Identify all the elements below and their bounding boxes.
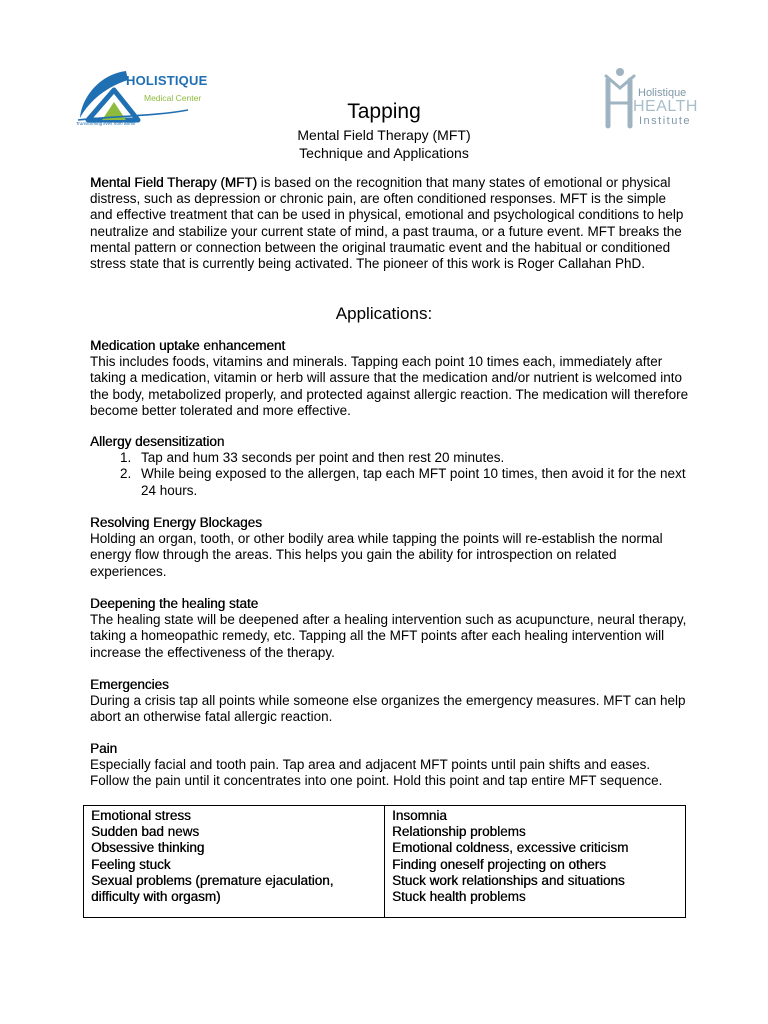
section-body: Especially facial and tooth pain. Tap area and adjacent MFT points until pain shifts and eases. Follow the pain until it concentrates into one point. Hold this point and tap entire MFT sequence. (90, 757, 663, 789)
table-column-right (385, 806, 685, 917)
table-cell: Finding oneself projecting on others (392, 856, 606, 872)
table-cell: Emotional coldness, excessive criticism (392, 840, 629, 856)
logo-sub-text: Medical Center (144, 93, 202, 103)
section-body: This includes foods, vitamins and minerals. Tapping each point 10 times each, immediately after taking a medication, vitamin or herb will assure that the medication and/or nutrient is welcomed into the body, metabolized properly, and protected against allergic reaction. The medication will therefore become better tolerated and more effective. (90, 354, 689, 418)
section-body: The healing state will be deepened after a healing intervention such as acupuncture, neural therapy, taking a homeopathic remedy, etc. Tapping all the MFT points after each healing intervention will increase the effectiveness of the therapy. (90, 612, 687, 660)
logo-right-line1: Holistique (638, 87, 687, 99)
table-cell: Insomnia (392, 808, 447, 823)
section-body: Holding an organ, tooth, or other bodily area while tapping the points will re-establish the normal energy flow through the areas. This helps you gain the ability for introspection on related experiences. (90, 531, 663, 579)
intro-text: is based on the recognition that many states of emotional or physical distress, such as depression or chronic pain, are often conditioned responses. MFT is the simple and effective treatment that can be used in physical, emotional and psychological conditions to help neutralize and stabilize your current state of mind, a past trauma, or a future event. MFT breaks the mental pattern or connection between the original traumatic event and the habitual or conditioned stress state that is currently being activated. The pioneer of this work is Roger Callahan PhD. (90, 175, 684, 272)
section-heading: Pain (90, 741, 118, 756)
page-subtitle-2: Technique and Applications (299, 145, 469, 161)
table-cell: Stuck work relationships and situations (392, 872, 625, 888)
intro-lead: Mental Field Therapy (MFT) (90, 175, 258, 190)
allergy-steps-list (90, 450, 690, 499)
table-column-left (84, 806, 385, 917)
table-cell: Feeling stuck (91, 856, 171, 872)
logo-right-line3: Institute (639, 115, 692, 127)
section-heading: Medication uptake enhancement (90, 338, 286, 353)
list-item: 1. Tap and hum 33 seconds per point and then rest 20 minutes. (135, 450, 690, 466)
table-cell: Sudden bad news (91, 824, 200, 840)
logo-right-line2: HEALTH (633, 98, 698, 115)
conditions-table (83, 805, 686, 918)
logo-tagline: Transforming lives from within (76, 121, 136, 126)
table-cell: Sexual problems (premature ejaculation, difficulty with orgasm) (91, 872, 334, 905)
list-item: 2. While being exposed to the allergen, tap each MFT point 10 times, then avoid it for the next 24 hours. (135, 466, 690, 498)
section-healing-state (90, 596, 690, 661)
section-body: During a crisis tap all points while someone else organizes the emergency measures. MFT can help abort an otherwise fatal allergic reaction. (90, 693, 686, 725)
section-heading: Resolving Energy Blockages (90, 515, 262, 530)
table-cell: Relationship problems (392, 824, 526, 840)
section-heading: Emergencies (90, 677, 169, 692)
section-allergy (90, 434, 690, 499)
page-title: Tapping (347, 100, 421, 123)
page-subtitle-1: Mental Field Therapy (MFT) (297, 127, 471, 143)
table-cell: Obsessive thinking (91, 840, 205, 856)
table-cell: Stuck health problems (392, 889, 526, 905)
section-medication (90, 338, 690, 419)
section-emergencies (90, 677, 690, 726)
table-cell: Emotional stress (91, 808, 191, 823)
applications-heading: Applications: (335, 304, 433, 323)
section-heading: Allergy desensitization (90, 434, 225, 449)
intro-paragraph (90, 175, 690, 272)
section-energy-blockages (90, 515, 690, 580)
section-pain (90, 741, 690, 790)
logo-brand-text: HOLISTIQUE (126, 73, 208, 88)
section-heading: Deepening the healing state (90, 596, 259, 611)
